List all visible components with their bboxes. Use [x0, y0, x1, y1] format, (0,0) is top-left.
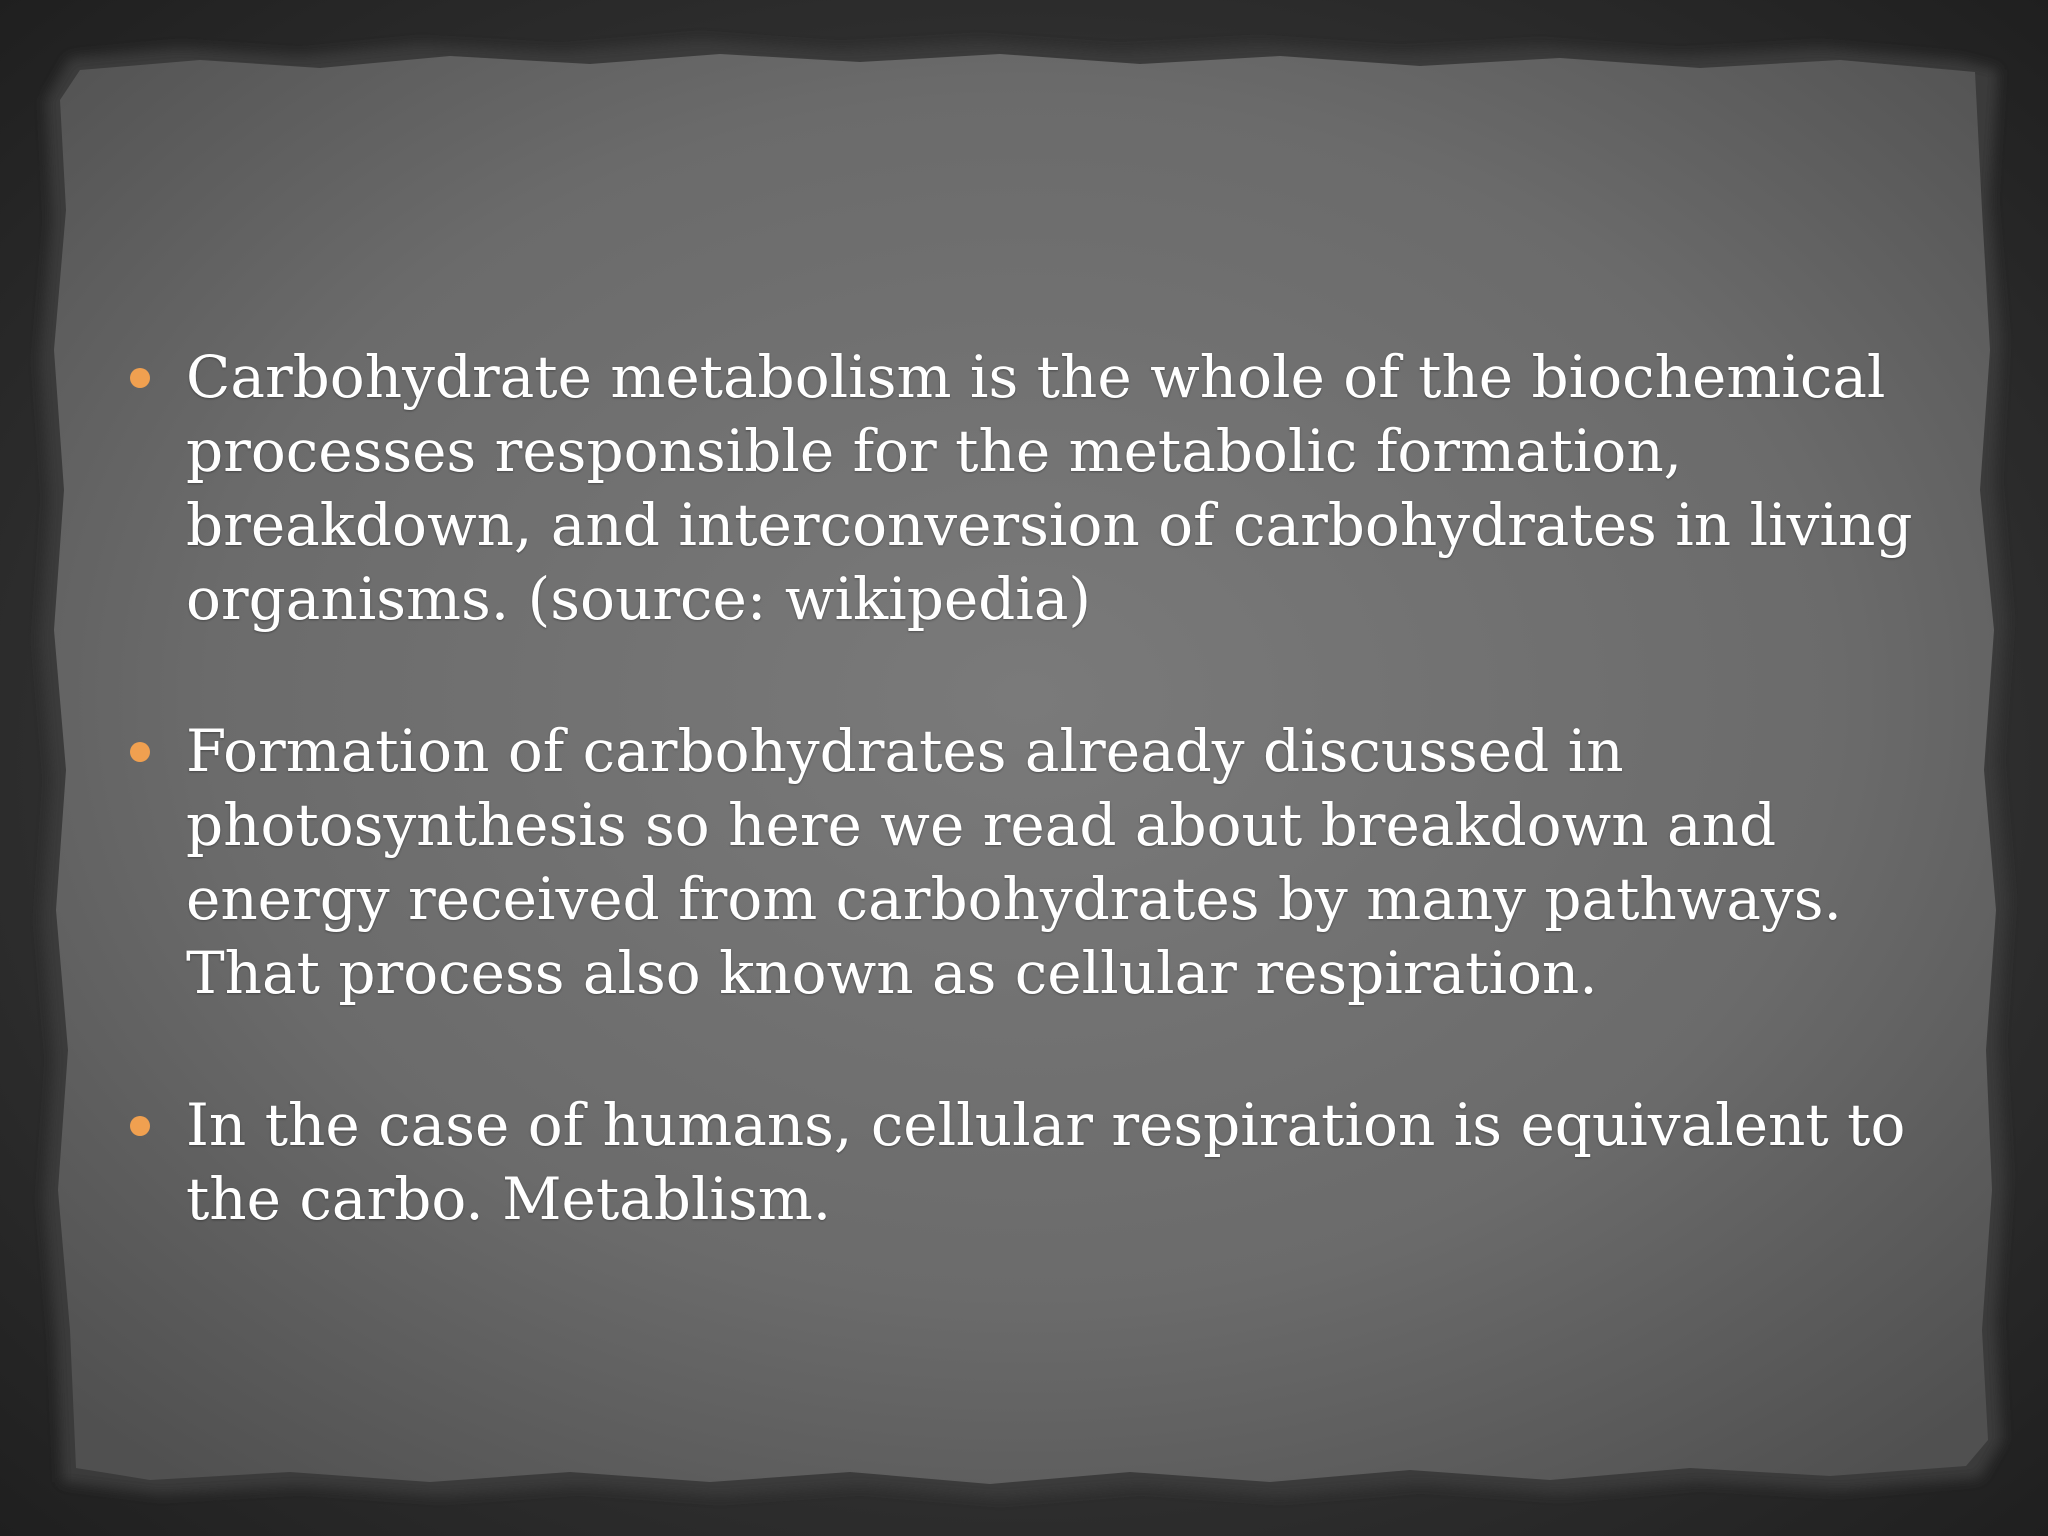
bullet-item-1 — [126, 340, 1926, 636]
bullet-text: Carbohydrate metabolism is the whole of the biochemical processes responsible for the metabolic formation, breakdown, and interconversion of carbohydrates in living organisms. (source: wikipedia) — [186, 343, 1913, 633]
bullet-dot-icon — [130, 368, 150, 388]
bullet-item-3 — [126, 1088, 1926, 1236]
bullet-text: Formation of carbohydrates already discussed in photosynthesis so here we read about breakdown and energy received from carbohydrates by many pathways. That process also known as cellular respiration. — [186, 717, 1842, 1007]
bullet-dot-icon — [130, 1116, 150, 1136]
bullet-item-2 — [126, 714, 1926, 1010]
bullet-text: In the case of humans, cellular respiration is equivalent to the carbo. Metablism. — [186, 1091, 1906, 1233]
bullet-dot-icon — [130, 742, 150, 762]
bullet-list — [126, 340, 1926, 1314]
